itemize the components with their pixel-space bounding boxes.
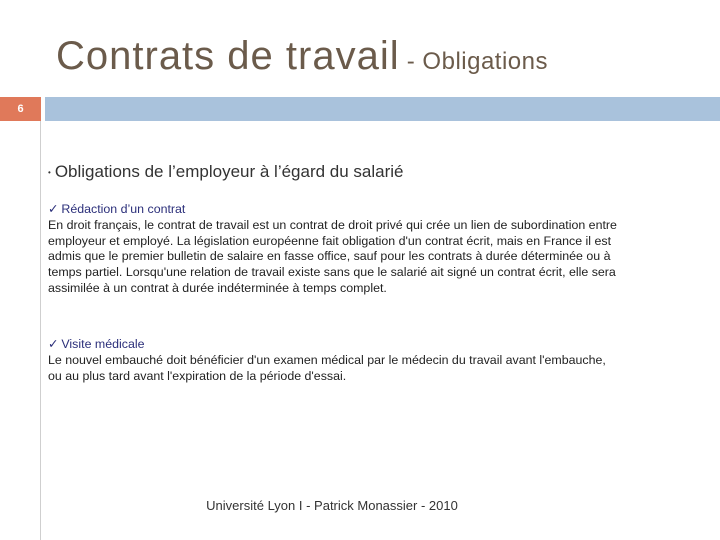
slide-number: 6: [0, 97, 41, 121]
slide-title-sub: - Obligations: [399, 48, 548, 75]
section-medical-body: Le nouvel embauché doit bénéficier d'un examen médical par le médecin du travail avant l'embauche, ou au plus tard avant l'expiration de la période d'essai.: [48, 352, 606, 383]
section-contract: [48, 202, 618, 297]
bullet-icon: •: [48, 168, 51, 178]
section-heading-text: Obligations de l’employeur à l’égard du salarié: [54, 162, 404, 181]
left-divider: [40, 121, 41, 540]
section-contract-title-text: Rédaction d’un contrat: [61, 202, 186, 216]
section-medical-title-text: Visite médicale: [61, 337, 145, 351]
checkmark-icon: ✓: [48, 337, 59, 351]
checkmark-icon: ✓: [48, 202, 59, 216]
section-medical: [48, 337, 618, 384]
section-medical-title: [48, 337, 618, 353]
section-heading: [48, 162, 404, 182]
slide-title-main: Contrats de travail: [56, 34, 400, 78]
section-contract-body: En droit français, le contrat de travail est un contrat de droit privé qui crée un lien de subordination entre employeur et employé. La législation européenne fait obligation d'un contrat écrit, mais en France il est admis que le premier bulletin de salaire en fasse office, sauf pour les contrats à durée déterminée ou à temps partiel. Lorsqu'une relation de travail existe sans que le salarié ait signé un contrat écrit, elle sera assimilée à un contrat à durée indéterminée à temps complet.: [48, 217, 617, 295]
slide-footer: Université Lyon I - Patrick Monassier - 2010: [206, 498, 458, 513]
section-contract-title: [48, 202, 618, 218]
header-bar: [45, 97, 720, 121]
slide-title: [56, 34, 548, 79]
